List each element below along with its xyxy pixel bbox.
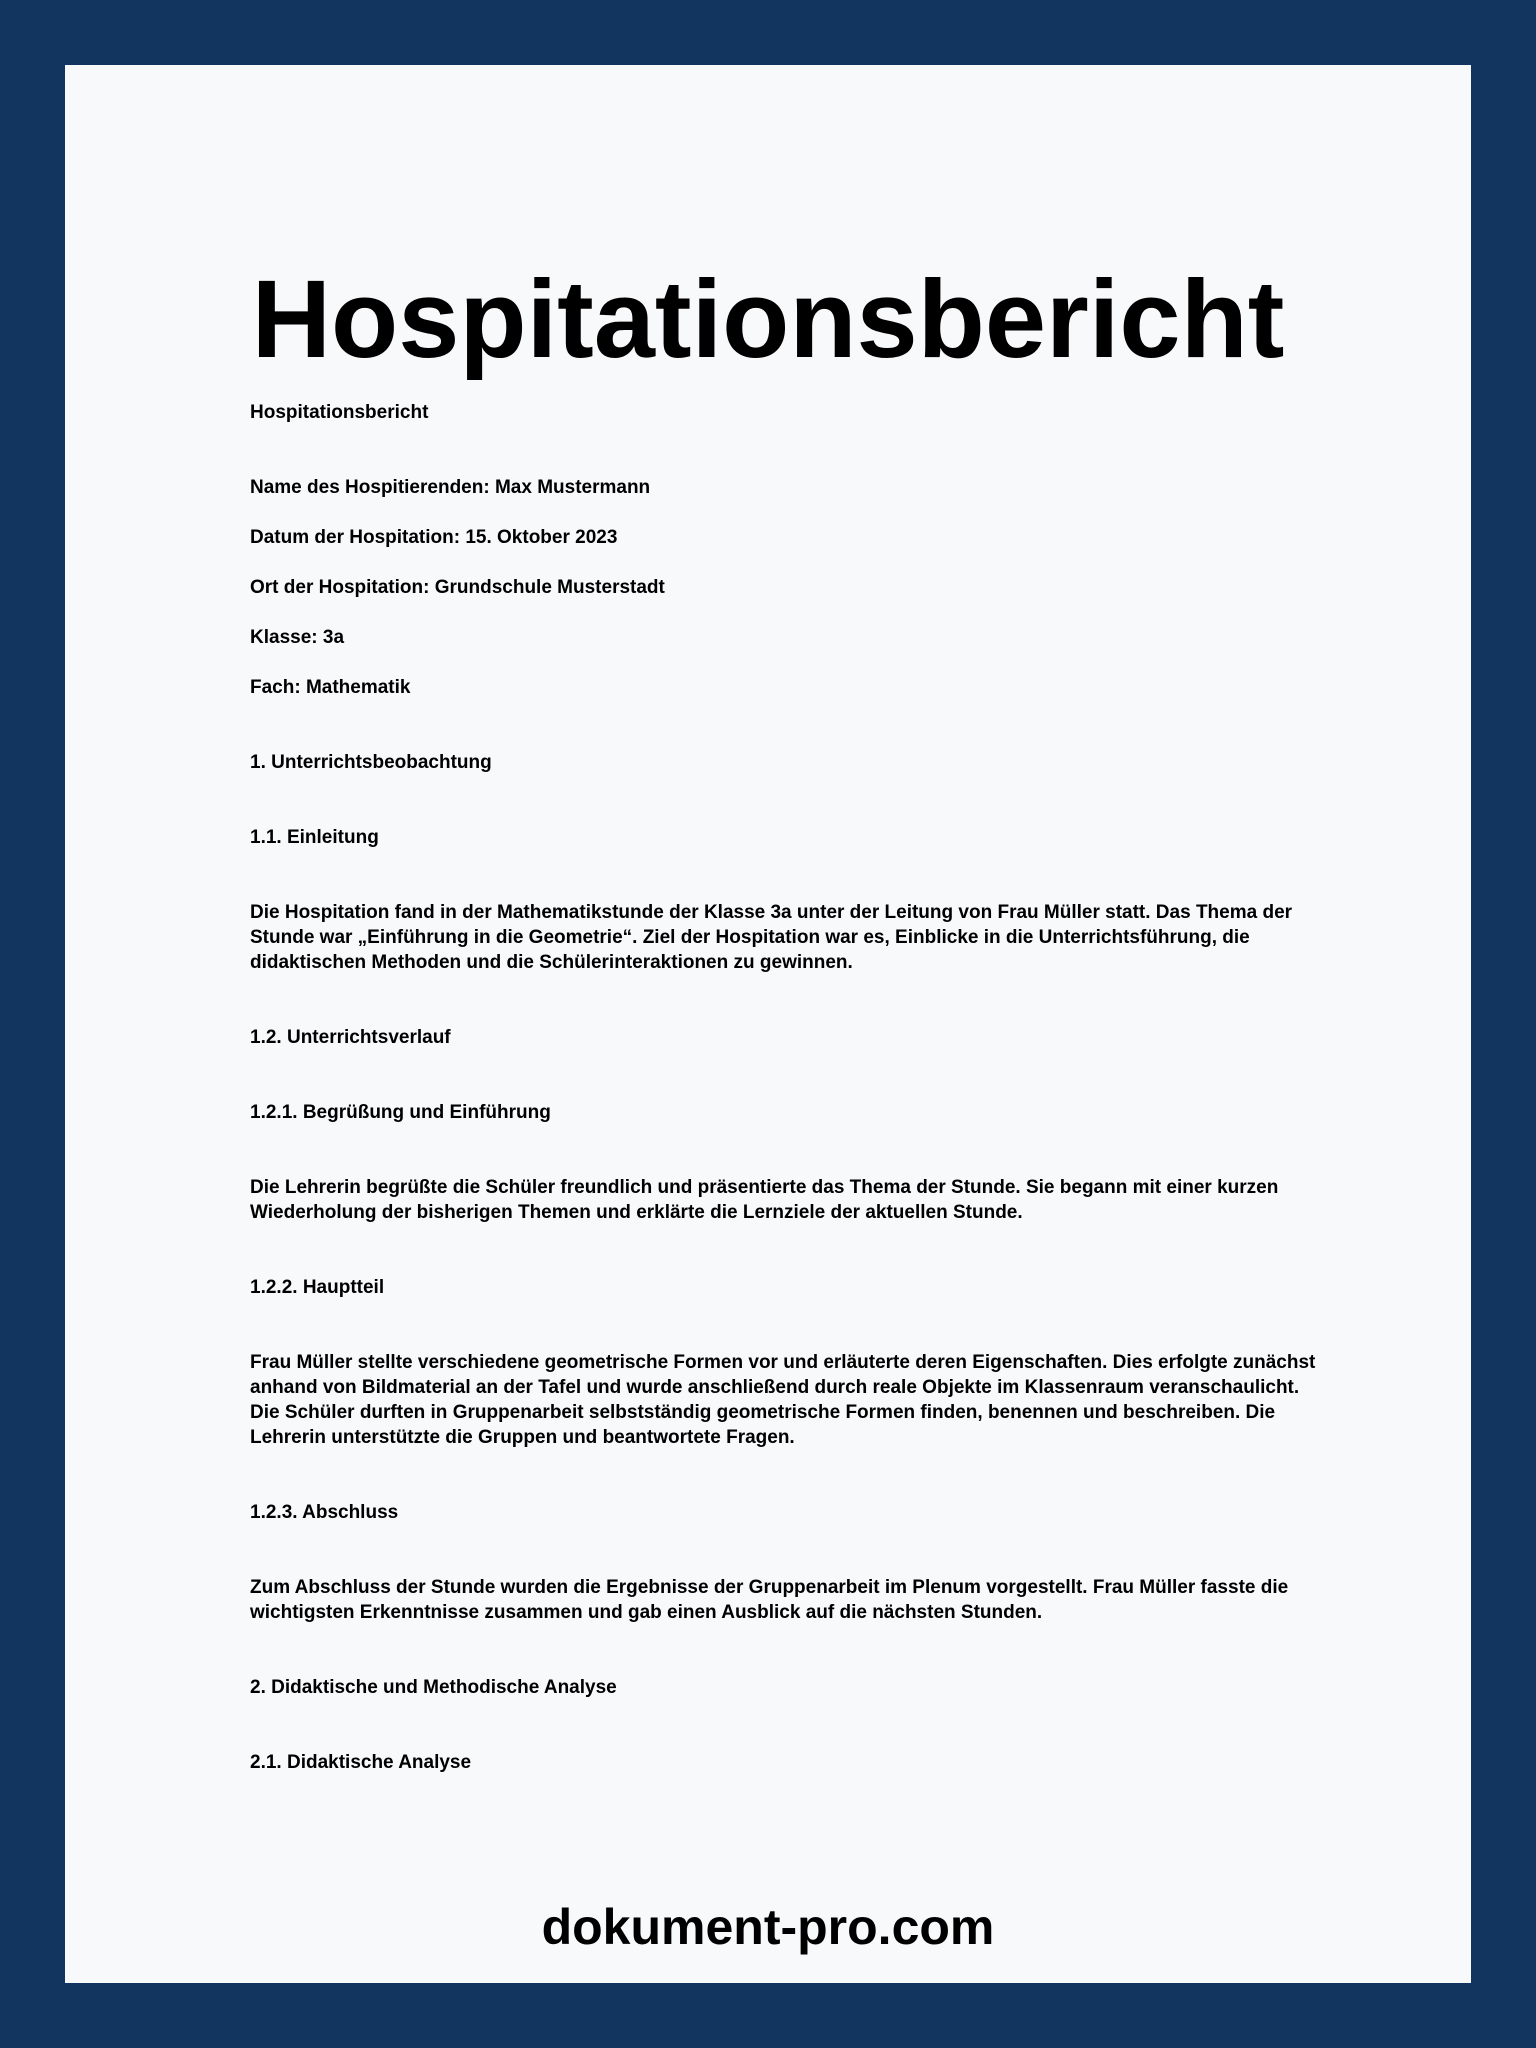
section-heading: 2. Didaktische und Methodische Analyse (250, 1677, 617, 1698)
document-subtitle: Hospitationsbericht (250, 402, 429, 423)
observation-date: Datum der Hospitation: 15. Oktober 2023 (250, 527, 618, 548)
document-page (65, 65, 1471, 1983)
section-heading: 1. Unterrichtsbeobachtung (250, 752, 492, 773)
document-body (250, 400, 1330, 1775)
observer-name: Name des Hospitierenden: Max Mustermann (250, 477, 651, 498)
section-heading: 2.1. Didaktische Analyse (250, 1752, 472, 1773)
paragraph: Die Lehrerin begrüßte die Schüler freundlich und präsentierte das Thema der Stunde. Sie begann mit einer kurzen Wiederholung der bisherigen Themen und erklärte die Lernziele der aktuellen Stunde. (250, 1177, 1279, 1223)
section-heading: 1.2. Unterrichtsverlauf (250, 1027, 451, 1048)
paragraph: Frau Müller stellte verschiedene geometrische Formen vor und erläuterte deren Eigenschaften. Dies erfolgte zunächst anhand von Bildmaterial an der Tafel und wurde anschließend durch reale Objekte im Klassenraum veranschaulicht. Die Schüler durften in Gruppenarbeit selbstständig geometrische Formen finden, benennen und beschreiben. Die Lehrerin unterstützte die Gruppen und beantwortete Fragen. (250, 1352, 1316, 1448)
school-subject: Fach: Mathematik (250, 677, 411, 698)
section-heading: 1.2.2. Hauptteil (250, 1277, 385, 1298)
section-heading: 1.2.1. Begrüßung und Einführung (250, 1102, 551, 1123)
observation-place: Ort der Hospitation: Grundschule Musterstadt (250, 577, 665, 598)
section-heading: 1.2.3. Abschluss (250, 1502, 399, 1523)
footer-brand: dokument-pro.com (541, 1899, 995, 1955)
paragraph: Zum Abschluss der Stunde wurden die Ergebnisse der Gruppenarbeit im Plenum vorgestellt. Frau Müller fasste die wichtigsten Erkenntnisse zusammen und gab einen Ausblick auf die nächsten Stunden. (250, 1577, 1289, 1623)
section-heading: 1.1. Einleitung (250, 827, 379, 848)
paragraph: Die Hospitation fand in der Mathematikstunde der Klasse 3a unter der Leitung von Frau Müller statt. Das Thema der Stunde war „Einführung in die Geometrie“. Ziel der Hospitation war es, Einblicke in die Unterrichtsführung, die didaktischen Methoden und die Schülerinteraktionen zu gewinnen. (250, 902, 1293, 973)
document-title: Hospitationsbericht (251, 258, 1285, 381)
school-class: Klasse: 3a (250, 627, 345, 648)
